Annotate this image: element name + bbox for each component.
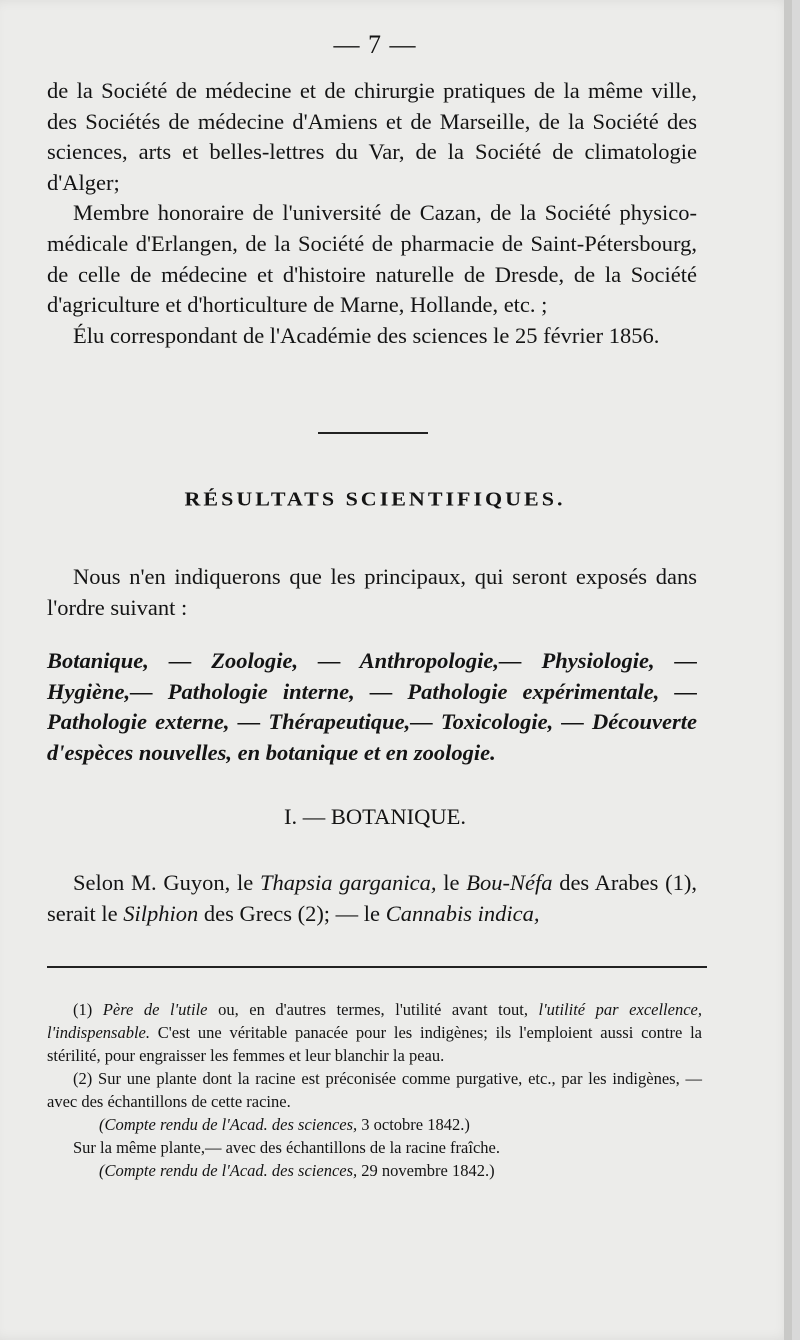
footnote-3: Sur la même plante,— avec des échantillons de la racine fraîche.	[73, 1138, 500, 1157]
membership-text	[47, 76, 697, 351]
footnotes	[47, 998, 702, 1182]
footnote-reference-2	[47, 1159, 702, 1182]
intro-text	[47, 562, 697, 623]
text-run: le	[436, 870, 467, 895]
section-heading: RÉSULTATS SCIENTIFIQUES.	[184, 487, 566, 510]
text-run: Selon M. Guyon, le	[73, 870, 260, 895]
text-run: (1)	[73, 1000, 103, 1019]
plant-name: Silphion	[123, 900, 199, 926]
footnote-reference-1	[47, 1113, 702, 1136]
plant-name: Cannabis indica,	[385, 900, 540, 926]
paragraph-societies: de la Société de médecine et de chirurgie pratiques de la même ville, des Sociétés de médecine d'Amiens et de Marseille, de la Société des sciences, arts et belles-lettres du Var, de la Société de climatologie d'Alger;	[47, 78, 697, 195]
paragraph-honorary: Membre honoraire de l'université de Cazan, de la Société physico-médicale d'Erlangen, de la Société de pharmacie de Saint-Pétersbourg, de celle de médecine et d'histoire naturelle de Dresde, de la Société d'agriculture et d'horticulture de Marne, Hollande, etc. ;	[47, 200, 697, 318]
footnote-rule	[47, 966, 707, 968]
text-run: 29 novembre 1842.)	[357, 1161, 495, 1180]
italic-run: Père de l'utile	[102, 1000, 208, 1019]
italic-run: (Compte rendu de l'Acad. des sciences,	[99, 1115, 358, 1134]
plant-name: Bou-Néfa	[466, 870, 553, 895]
text-run: des Arabes (1), serait le	[47, 870, 697, 926]
botany-paragraph	[47, 868, 697, 929]
text-run: 3 octobre 1842.)	[357, 1115, 470, 1134]
plant-name: Thapsia garganica,	[259, 870, 437, 895]
footnote-2: (2) Sur une plante dont la racine est préconisée comme purgative, etc., par les indigènes, — avec des échantillons de cette racine.	[47, 1069, 702, 1111]
text-run: C'est une véritable panacée pour les indigènes; ils l'emploient aussi contre la stérilité, pour engraisser les femmes et leur blanchir la peau.	[47, 1023, 702, 1065]
botany-section-title: I. — BOTANIQUE.	[284, 804, 466, 829]
italic-run: (Compte rendu de l'Acad. des sciences,	[99, 1161, 358, 1180]
botany-text	[47, 868, 697, 929]
text-run: des Grecs (2); — le	[198, 900, 386, 926]
text-run: ou, en d'autres termes, l'utilité avant tout,	[207, 1000, 539, 1019]
page-edge	[784, 0, 792, 1340]
page-number: — 7 —	[333, 30, 417, 59]
paragraph-elected: Élu correspondant de l'Académie des sciences le 25 février 1856.	[73, 322, 660, 348]
footnote-1	[47, 998, 702, 1067]
separator-rule	[318, 432, 428, 434]
intro-paragraph: Nous n'en indiquerons que les principaux, qui seront exposés dans l'ordre suivant :	[47, 564, 697, 620]
italic-run: l'utilité par excellence, l'indispensable.	[47, 1000, 702, 1042]
topics-list: Botanique, — Zoologie, — Anthropologie,— Physiologie, — Hygiène,— Pathologie interne, — Pathologie expérimentale, — Pathologie externe, — Thérapeutique,— Toxicologie, — Découverte d'espèces nouvelles, en botanique et en zoologie.	[47, 648, 697, 765]
